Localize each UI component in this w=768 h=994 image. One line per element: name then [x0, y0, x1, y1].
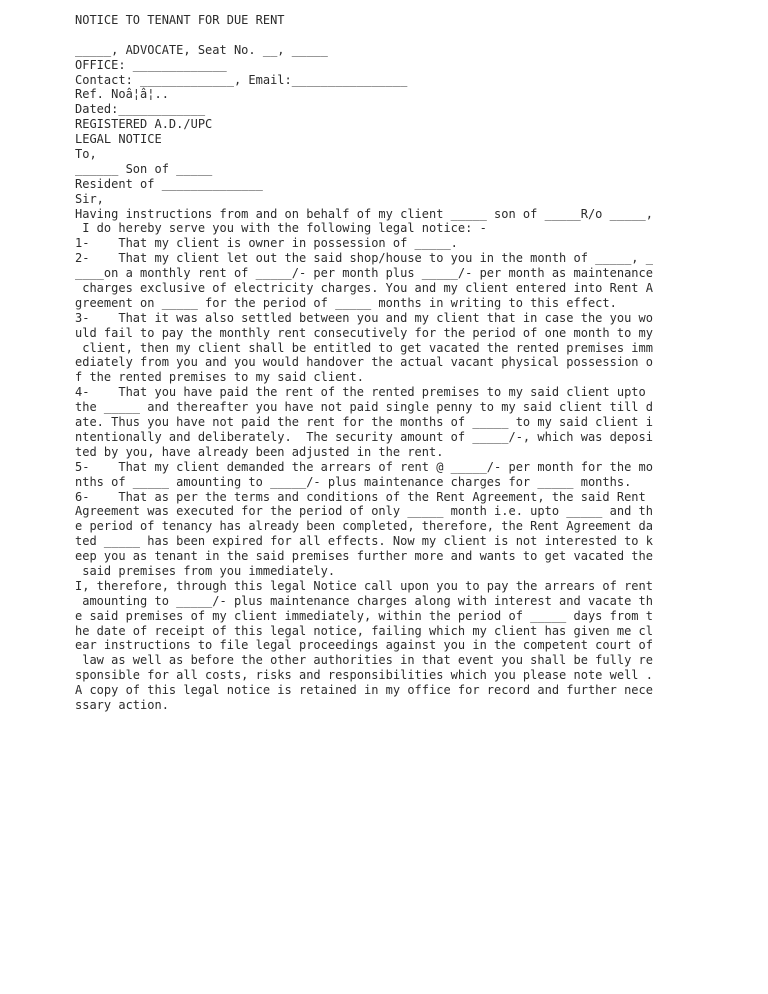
document-line: amounting to _____/- plus maintenance charges along with interest and vacate th [75, 593, 653, 608]
document-line: said premises from you immediately. [75, 563, 336, 578]
document-line: e said premises of my client immediately, within the period of _____ days from t [75, 608, 653, 623]
document-line: A copy of this legal notice is retained in my office for record and further nece [75, 683, 653, 698]
document-line: I, therefore, through this legal Notice call upon you to pay the arrears of rent [75, 578, 653, 593]
document-line: ear instructions to file legal proceedings against you in the competent court of [75, 638, 653, 653]
document-line: he date of receipt of this legal notice, failing which my client has given me cl [75, 623, 653, 638]
document-line: ______ Son of _____ [75, 161, 213, 176]
document-line: the _____ and thereafter you have not paid single penny to my said client till d [75, 400, 653, 415]
document-title: NOTICE TO TENANT FOR DUE RENT [75, 13, 285, 27]
document-line: 4- That you have paid the rent of the rented premises to my said client upto [75, 385, 646, 400]
document-line: law as well as before the other authorities in that event you shall be fully re [75, 653, 653, 668]
document-line: 3- That it was also settled between you and my client that in case the you wo [75, 310, 653, 325]
document-line: ntentionally and deliberately. The security amount of _____/-, which was deposi [75, 429, 653, 444]
document-line: Contact: _____________, Email:________________ [75, 72, 408, 87]
document-line: ediately from you and you would handover the actual vacant physical possession o [75, 355, 653, 370]
document-line: REGISTERED A.D./UPC [75, 117, 213, 132]
document-line: 2- That my client let out the said shop/house to you in the month of _____, _ [75, 251, 653, 266]
document-line: ssary action. [75, 697, 169, 712]
document-line: eep you as tenant in the said premises further more and wants to get vacated the [75, 549, 653, 564]
document-line: charges exclusive of electricity charges. You and my client entered into Rent A [75, 281, 653, 296]
document-line: 5- That my client demanded the arrears of rent @ _____/- per month for the mo [75, 459, 653, 474]
document-line: ate. Thus you have not paid the rent for the months of _____ to my said client i [75, 415, 653, 430]
document-line: ted by you, have already been adjusted in the rent. [75, 444, 444, 459]
document-line: Resident of ______________ [75, 176, 263, 191]
document-line: Sir, [75, 191, 104, 206]
document-line: I do hereby serve you with the following legal notice: - [75, 221, 487, 236]
document-line: sponsible for all costs, risks and responsibilities which you please note well . [75, 668, 653, 683]
document-line: Having instructions from and on behalf of my client _____ son of _____R/o _____, [75, 206, 653, 221]
document-line: uld fail to pay the monthly rent consecutively for the period of one month to my [75, 325, 653, 340]
document-line: client, then my client shall be entitled to get vacated the rented premises imm [75, 340, 653, 355]
document-line: nths of _____ amounting to _____/- plus maintenance charges for _____ months. [75, 474, 632, 489]
document-line: LEGAL NOTICE [75, 132, 162, 147]
document-line: ____on a monthly rent of _____/- per month plus _____/- per month as maintenance [75, 266, 653, 281]
document-line: OFFICE: _____________ [75, 57, 227, 72]
document-line: _____, ADVOCATE, Seat No. __, _____ [75, 42, 328, 57]
document-page [75, 13, 755, 713]
document-line: Agreement was executed for the period of only _____ month i.e. upto _____ and th [75, 504, 653, 519]
document-line [75, 28, 755, 43]
document-line: 6- That as per the terms and conditions of the Rent Agreement, the said Rent [75, 489, 646, 504]
document-line: Dated:____________ [75, 102, 206, 117]
document-line: e period of tenancy has already been completed, therefore, the Rent Agreement da [75, 519, 653, 534]
document-line: 1- That my client is owner in possession of _____. [75, 236, 458, 251]
document-line: f the rented premises to my said client. [75, 370, 364, 385]
document-line: ted _____ has been expired for all effects. Now my client is not interested to k [75, 534, 653, 549]
document-line: Ref. Noâ¦â¦.. [75, 87, 169, 102]
document-line: greement on _____ for the period of _____ months in writing to this effect. [75, 295, 617, 310]
document-line: To, [75, 147, 97, 162]
